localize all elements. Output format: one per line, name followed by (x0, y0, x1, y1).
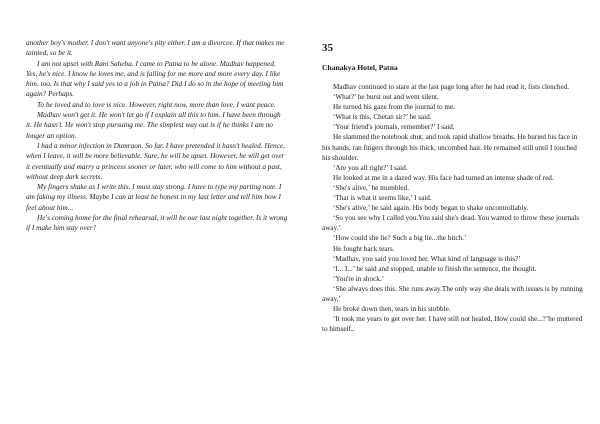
journal-paragraph: another boy's mother. I don't want anyone's pity either. I am a divorcee. If that makes me tainted, so be it. (26, 38, 285, 58)
body-paragraph: ‘She always does this. She runs away.The only way she deals with issues is by running away,’ (322, 284, 583, 303)
body-paragraph: ‘How could she lie? Such a big lie...the bitch.’ (333, 234, 467, 243)
journal-paragraph: He's coming home for the final rehearsal, it will be our last night together. Is it wrong if I make him stay over? (26, 213, 288, 233)
body-paragraph: He looked at me in a dazed way. His face had turned an intense shade of red. (333, 173, 554, 182)
body-paragraph: ‘That is what it seems like,’ I said. (333, 194, 432, 203)
chapter-number: 35 (322, 42, 333, 54)
body-paragraph: ‘So you see why I called you.You said she's dead. You wanted to throw these journals away.’ (322, 214, 580, 233)
body-paragraph: He fought back tears. (333, 244, 395, 253)
body-paragraph: ‘Madhav, you said you loved her. What kind of language is this?’ (333, 254, 521, 263)
body-paragraph: ‘I... I...’ he said and stopped, unable to finish the sentence, the thought. (333, 264, 537, 273)
journal-paragraph: Madhav won't get it. He won't let go if I explain all this to him. I have been through it. He hasn't. He won't stop pursuing me. The simplest way out is if he thinks I am no longer an option. (26, 110, 281, 140)
journal-paragraph: I had a minor infection in Dumraon. So far, I have pretended it hasn't healed. Hence, when I leave, it will be more believable. Sure, he will be upset. However, he will get over it eventually and marry a princess sooner or later, who will come to him without a past, without deep dark secrets. (26, 140, 285, 181)
body-paragraph: He slammed the notebook shut, and took rapid shallow breaths. He buried his face in his hands, ran fingers through his thick, uncombed hair. He remained still until I touched his shoulder. (322, 133, 578, 162)
body-paragraph: ‘What is this, Chetan sir?’ he said. (333, 113, 432, 122)
body-paragraph: ‘Your friend's journals, remember?’ I said. (333, 123, 455, 132)
journal-paragraph: I am not upset with Rani Saheba. I came to Patna to be alone. Madhav happened. Yes, he's nice. I know he loves me, and is falling for me more and more every day. I like him, too. Is that why I said yes to a job in Patna? Did I do so in the hope of meeting him again? Perhaps. (26, 58, 284, 99)
journal-paragraph: My fingers shake as I write this. I must stay strong. I have to type my parting note. I am faking my illness. Maybe I can at least be honest in my last letter and tell him how I feel about him... (26, 182, 282, 212)
chapter-title: Chanakya Hotel, Patna (322, 63, 398, 72)
body-paragraph: ‘It took me years to get over her. I have still not healed, How could she...?’he muttered to himself,. (322, 315, 583, 334)
body-paragraph: ‘You're in shock.’ (333, 274, 385, 283)
body-paragraph: ‘She's alive,’ he said again. His body began to shake uncontrollably. (333, 204, 529, 213)
right-page (300, 0, 600, 424)
body-paragraph: He turned his gaze from the journal to me. (333, 103, 455, 112)
body-paragraph: He broke down then, tears in his stubble. (333, 305, 451, 314)
body-paragraph: ‘Are you all right?’ I said. (333, 163, 408, 172)
journal-paragraph: To be loved and to love is nice. However, right now, more than love, I want peace. (37, 99, 276, 109)
body-paragraph: Madhav continued to stare at the last page long after he had read it, fists clenched. (333, 83, 570, 91)
body-paragraph: ‘She's alive,’ he mumbled. (333, 183, 410, 192)
body-paragraph: ‘What?’ he burst out and went silent. (333, 93, 439, 102)
